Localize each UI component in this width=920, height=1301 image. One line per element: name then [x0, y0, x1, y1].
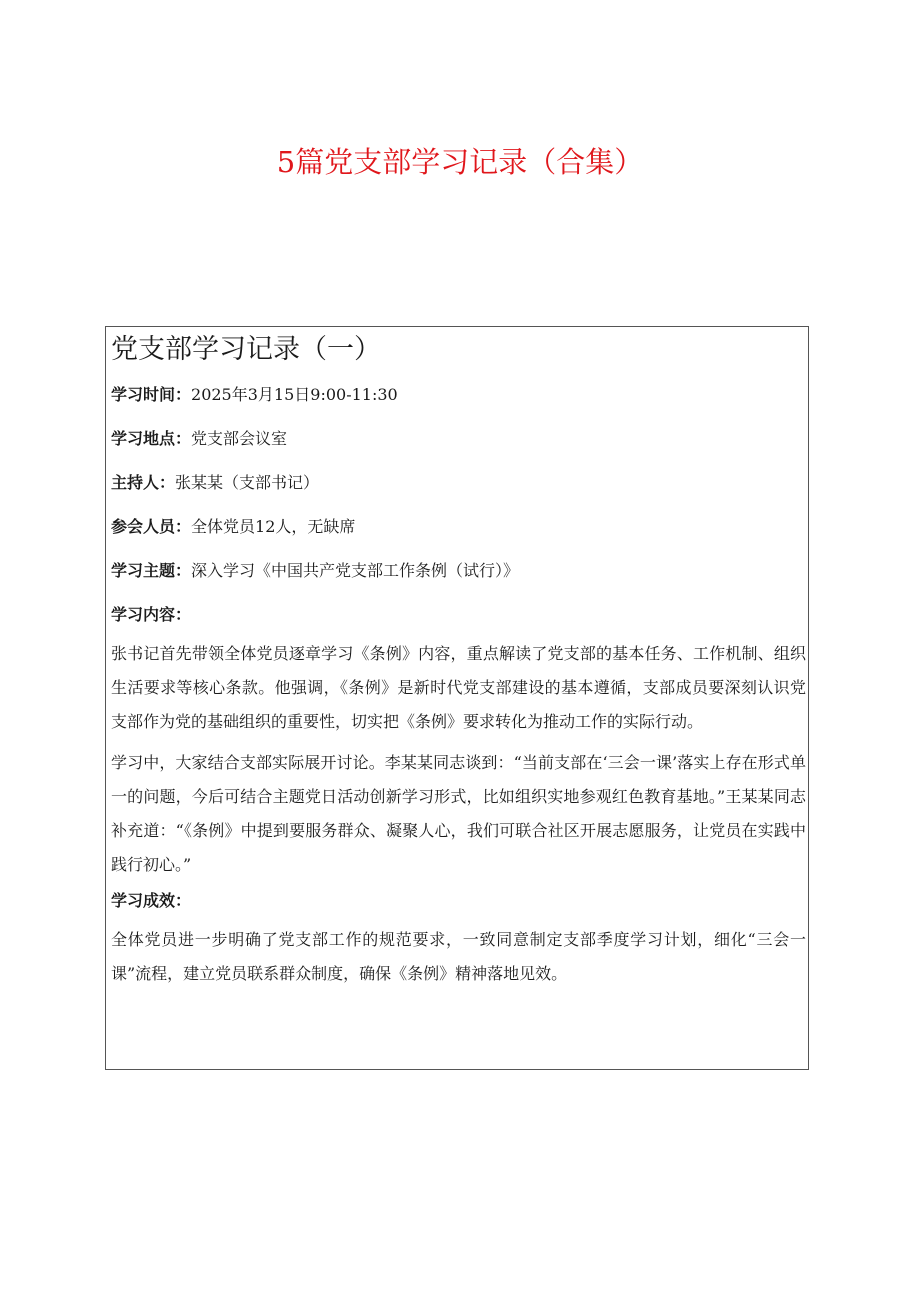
field-study-theme — [111, 559, 806, 583]
field-study-time — [111, 383, 806, 407]
record-box — [105, 326, 809, 1070]
result-heading: 学习成效： — [111, 891, 192, 910]
field-label: 学习时间： — [111, 385, 192, 404]
field-value: 全体党员12人，无缺席 — [191, 517, 356, 536]
field-label: 参会人员： — [111, 517, 192, 536]
field-host — [111, 471, 806, 495]
field-study-location — [111, 427, 806, 451]
field-value: 党支部会议室 — [191, 429, 288, 448]
field-label: 学习主题： — [111, 561, 192, 580]
field-label: 主持人： — [111, 473, 176, 492]
document-title: 5篇党支部学习记录（合集） — [276, 145, 644, 179]
result-paragraph: 全体党员进一步明确了党支部工作的规范要求，一致同意制定支部季度学习计划，细化“三会一课”流程，建立党员联系群众制度，确保《条例》精神落地见效。 — [111, 930, 806, 983]
field-value: 深入学习《中国共产党支部工作条例（试行）》 — [191, 561, 520, 580]
field-value: 2025年3月15日9:00-11:30 — [191, 385, 398, 404]
content-heading: 学习内容： — [111, 605, 192, 624]
content-paragraph: 张书记首先带领全体党员逐章学习《条例》内容，重点解读了党支部的基本任务、工作机制、组织生活要求等核心条款。他强调，《条例》是新时代党支部建设的基本遵循，支部成员要深刻认识党支部作为党的基础组织的重要性，切实把《条例》要求转化为推动工作的实际行动。 — [111, 644, 806, 731]
field-value: 张某某（支部书记） — [175, 473, 320, 492]
record-title: 党支部学习记录（一） — [111, 334, 381, 365]
field-attendees — [111, 515, 806, 539]
content-paragraph: 学习中，大家结合支部实际展开讨论。李某某同志谈到：“当前支部在‘三会一课’落实上存在形式单一的问题，今后可结合主题党日活动创新学习形式，比如组织实地参观红色教育基地。”王某某同志补充道：“《条例》中提到要服务群众、凝聚人心，我们可联合社区开展志愿服务，让党员在实践中践行初心。” — [111, 753, 806, 874]
field-label: 学习地点： — [111, 429, 192, 448]
